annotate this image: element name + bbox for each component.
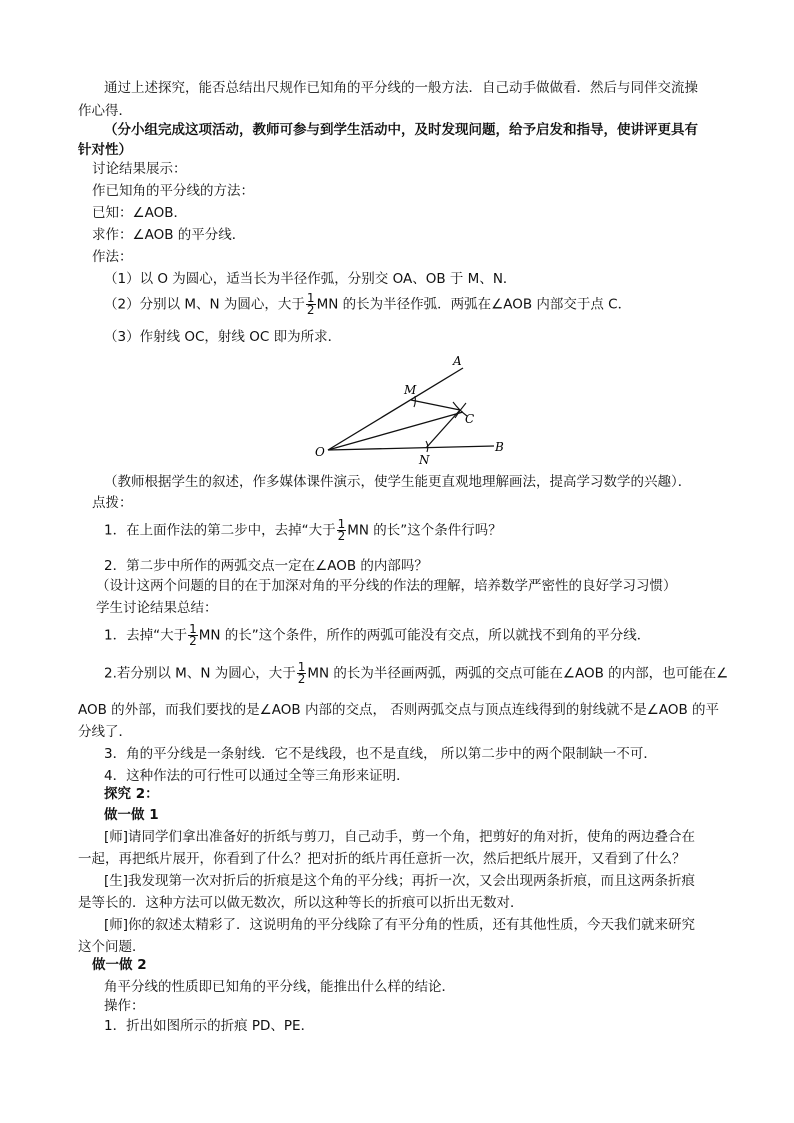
fraction-numerator: 1 <box>306 291 315 305</box>
answer-3: 3．角的平分线是一条射线．它不是线段，也不是直线， 所以第二步中的两个限制缺一不可． <box>104 746 657 762</box>
answer-1 <box>104 624 750 647</box>
answer-1-text-a: 1．去掉“大于 <box>104 627 188 644</box>
section-heading: 点拨： <box>92 495 133 511</box>
question-2: 2．第二步中所作的两弧交点一定在∠AOB 的内部吗？ <box>104 558 428 574</box>
answer-4: 4．这种作法的可行性可以通过全等三角形来证明． <box>104 768 410 784</box>
fraction-numerator: 1 <box>189 622 197 636</box>
teacher-note-line: 针对性） <box>78 142 132 158</box>
ray-OA <box>328 368 463 450</box>
teacher-note-line: （教师根据学生的叙述，作多媒体课件演示，使学生能更直观地理解画法，提高学习数学的兴趣）． <box>104 474 692 490</box>
step-2-text-a: （2）分别以 M、N 为圆心，大于 <box>104 296 305 313</box>
label-A: A <box>453 354 462 368</box>
answer-2-text-a: 2.若分别以 M、N 为圆心，大于 <box>104 665 296 682</box>
paragraph-line: 通过上述探究，能否总结出尺规作已知角的平分线的一般方法．自己动手做做看．然后与同伴交流操 <box>104 80 698 96</box>
fraction-denominator: 2 <box>189 634 197 648</box>
answer-1-text-b: MN 的长”这个条件，所作的两弧可能没有交点，所以就找不到角的平分线． <box>198 627 651 644</box>
step-1: （1）以 O 为圆心，适当长为半径作弧，分别交 OA、OB 于 M、N． <box>104 271 517 287</box>
fraction-one-half <box>337 519 347 542</box>
paragraph-line: 一起，再把纸片展开，你看到了什么？把对折的纸片再任意折一次，然后把纸片展开，又看到了什么？ <box>78 851 686 867</box>
step-3: （3）作射线 OC，射线 OC 即为所求． <box>104 329 342 345</box>
question-1-text-b: MN 的长”这个条件行吗？ <box>347 522 502 539</box>
question-1 <box>104 519 750 542</box>
fraction-numerator: 1 <box>297 660 306 674</box>
paragraph-line: 分线了． <box>78 724 132 740</box>
required-line: 求作：∠AOB 的平分线． <box>92 227 246 243</box>
fraction-one-half <box>188 624 198 647</box>
given-line: 已知：∠AOB． <box>92 205 187 221</box>
design-note: （设计这两个问题的目的在于加深对角的平分线的作法的理解，培养数学严密性的良好学习习惯） <box>96 578 677 594</box>
ray-OC <box>328 412 463 450</box>
fraction-denominator: 2 <box>306 303 315 317</box>
paragraph-line: 作心得． <box>78 103 132 119</box>
section-heading: 学生讨论结果总结： <box>96 600 218 616</box>
section-heading-try-2: 做一做 2 <box>92 957 147 973</box>
angle-bisector-figure <box>308 352 518 467</box>
paragraph-line: [生]我发现第一次对折后的折痕是这个角的平分线；再折一次，又会出现两条折痕，而且这两条折痕 <box>104 873 696 889</box>
section-heading-explore-2: 探究 2： <box>104 786 159 802</box>
fraction-one-half <box>306 293 316 316</box>
label-C: C <box>465 412 475 426</box>
step-2-text-b: MN 的长为半径作弧．两弧在∠AOB 内部交于点 C． <box>316 296 632 313</box>
operation-step-1: 1．折出如图所示的折痕 PD、PE． <box>104 1018 315 1034</box>
fraction-denominator: 2 <box>337 529 346 543</box>
paragraph-line: [师]请同学们拿出准备好的折纸与剪刀，自己动手，剪一个角，把剪好的角对折，使角的两边叠合在 <box>104 829 696 845</box>
paragraph-line: 这个问题． <box>78 939 146 955</box>
method-heading: 作法： <box>92 249 133 265</box>
label-M: M <box>404 383 417 397</box>
segment-MC <box>411 400 460 410</box>
section-heading: 讨论结果展示： <box>92 161 187 177</box>
section-heading-try-1: 做一做 1 <box>104 807 159 823</box>
label-N: N <box>419 453 430 467</box>
label-O: O <box>315 445 325 459</box>
question-1-text-a: 1．在上面作法的第二步中，去掉“大于 <box>104 522 336 539</box>
paragraph-line: [师]你的叙述太精彩了．这说明角的平分线除了有平分角的性质，还有其他性质，今天我们就来研究 <box>104 917 696 933</box>
paragraph-line: 是等长的．这种方法可以做无数次，所以这种等长的折痕可以折出无数对． <box>78 895 524 911</box>
label-B: B <box>495 440 504 454</box>
step-2 <box>104 293 750 316</box>
paragraph-line: 角平分线的性质即已知角的平分线，能推出什么样的结论． <box>104 979 455 995</box>
answer-2 <box>104 662 750 685</box>
teacher-note-line: （分小组完成这项活动，教师可参与到学生活动中，及时发现问题，给予启发和指导，使讲评更具有 <box>104 122 698 138</box>
answer-2-text-b: MN 的长为半径画两弧，两弧的交点可能在∠AOB 的内部，也可能在∠ <box>307 665 729 682</box>
paragraph-line: AOB 的外部，而我们要找的是∠AOB 内部的交点， 否则两弧交点与顶点连线得到的射线就不是∠AOB 的平 <box>78 702 720 718</box>
fraction-denominator: 2 <box>297 672 306 686</box>
fraction-numerator: 1 <box>337 517 346 531</box>
paragraph-line: 作已知角的平分线的方法： <box>92 183 254 199</box>
segment-NC <box>426 410 460 448</box>
fraction-one-half <box>297 662 307 685</box>
operation-heading: 操作： <box>104 998 145 1014</box>
ray-OB <box>328 446 494 450</box>
